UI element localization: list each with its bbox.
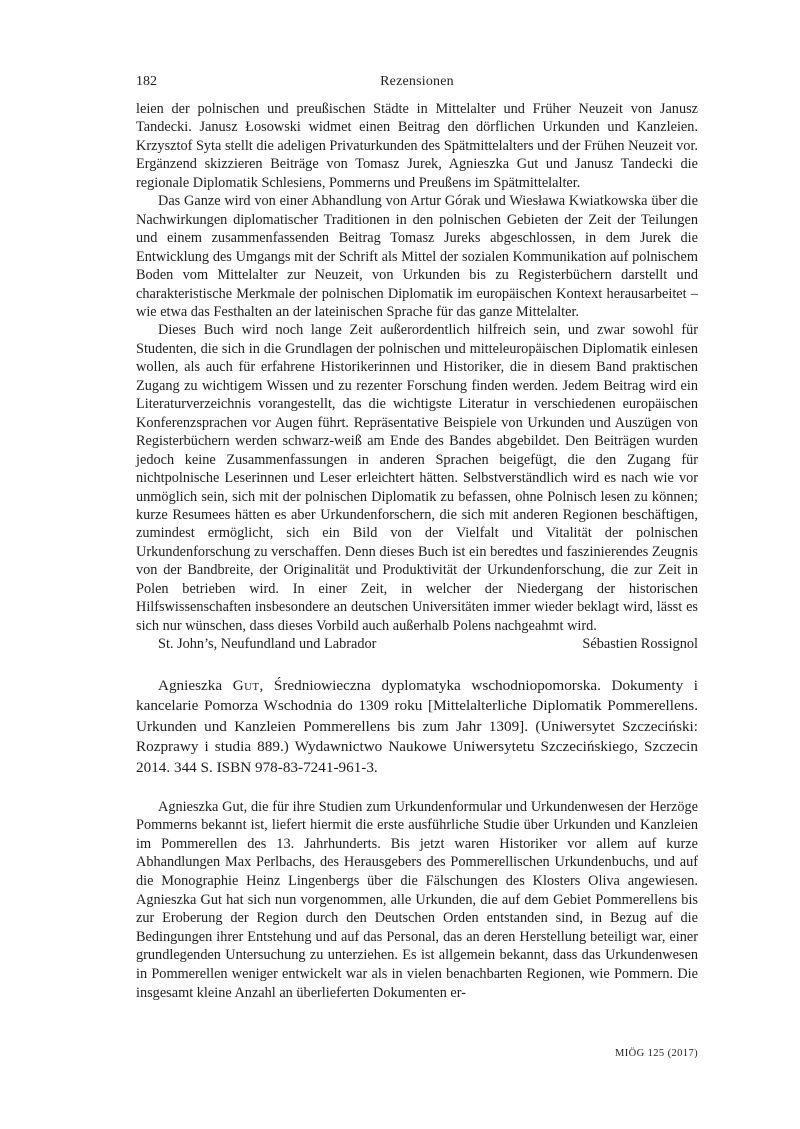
review-one-paragraph-2: Das Ganze wird von einer Abhandlung von Artur Górak und Wiesława Kwiatkowska über die Nachwirkungen diplomatischer Traditionen in den polnischen Gebieten der Zeit der Teilungen und einem zusammenfassenden Beitrag Tomasz Jureks abgeschlossen, in dem Jurek die Entwicklung des Umgangs mit der Schrift als Mittel der sozialen Kommunikation auf polnischem Boden vom Mittelalter zur Neuzeit, von Urkunden bis zu Registerbüchern darstellt und charakteristische Merkmale der polnischen Diplomatik im europäischen Kontext herausarbeitet – wie etwa das Festhalten an der lateinischen Sprache für das ganze Mittelalter. [136,193,698,320]
review-two-paragraph-1: Agnieszka Gut, die für ihre Studien zum Urkundenformular und Urkundenwesen der Herzöge Pommerns bekannt ist, liefert hiermit die erste ausführliche Studie über Urkunden und Kanzleien im Pommerellen des 13. Jahrhunderts. Bis jetzt waren Historiker vor allem auf kurze Abhandlungen Max Perlbachs, des Herausgebers des Pommerellischen Urkundenbuchs, und auf die Monographie Heinz Lingenbergs über die Fälschungen des Klosters Oliva angewiesen. Agnieszka Gut hat sich nun vorgenommen, alle Urkunden, die auf dem Gebiet Pommerellens bis zur Eroberung der Region durch den Deutschen Orden entstanden sind, in Bezug auf die Bedingungen ihrer Entstehung und auf das Personal, das an deren Herstellung beteiligt war, einer grundlegenden Untersuchung zu unterziehen. Es ist allgemein bekannt, dass das Urkundenwesen in Pommerellen weniger entwickelt war als in vielen benachbarten Regionen, wie Pommern. Die insgesamt kleine Anzahl an überlieferten Dokumenten er- [136,798,698,1001]
journal-footer: MIÖG 125 (2017) [615,1048,698,1059]
page-number: 182 [136,74,157,89]
bibliography-citation: , Średniowieczna dyplomatyka wschodniopomorska. Dokumenty i kancelarie Pomorza Wschodnia do 1309 roku [Mittelalterliche Diplomatik Pommerellens. Urkunden und Kanzleien Pommerellens bis zum Jahr 1309]. (Uniwersytet Szczeciński: Rozprawy i studia 889.) Wydawnictwo Naukowe Uniwersytetu Szczecińskiego, Szczecin 2014. 344 S. ISBN 978-83-7241-961-3. [136,676,698,777]
page [136,72,698,1072]
review-signature [136,635,698,654]
signature-place: St. John’s, Neufundland und Labrador [158,636,377,653]
bibliographic-entry [136,676,698,779]
signature-author: Sébastien Rossignol [582,636,698,653]
bibliography-author-given: Agnieszka [158,676,233,694]
running-head [136,72,698,92]
review-one [136,100,698,654]
running-title: Rezensionen [380,74,454,89]
review-two [136,798,698,1003]
review-one-paragraph-1: leien der polnischen und preußischen Städte in Mittelalter und Früher Neuzeit von Janusz Tandecki. Janusz Łosowski widmet einen Beitrag den dörflichen Urkunden und Kanzleien. Krzysztof Syta stellt die adeligen Privaturkunden des Spätmittelalters und der Frühen Neuzeit vor. Ergänzend skizzieren Beiträge von Tomasz Jurek, Agnieszka Gut und Janusz Tandecki die regionale Diplomatik Schlesiens, Pommerns und Preußens im Spätmittelalter. [136,101,698,191]
bibliography-author-surname: Gut [232,676,260,694]
review-one-paragraph-3: Dieses Buch wird noch lange Zeit außerordentlich hilfreich sein, und zwar sowohl für Studenten, die sich in die Grundlagen der polnischen und mitteleuropäischen Diplomatik einlesen wollen, als auch für erfahrene Historikerinnen und Historiker, die in diesem Band praktischen Zugang zu wichtigem Wissen und zu rezenter Forschung finden werden. Jedem Beitrag wird ein Literaturverzeichnis vorangestellt, das die wichtigste Literatur in verschiedenen europäischen Konferenzsprachen vor Augen führt. Repräsentative Beispiele von Urkunden und Auszügen von Registerbüchern werden schwarz-weiß am Ende des Bandes abgebildet. Den Beiträgen wurden jedoch keine Zusammenfassungen in anderen Sprachen beigefügt, die den Zugang für nichtpolnische Leserinnen und Leser erleichtert hätten. Selbstverständlich wird es nach wie vor unmöglich sein, sich mit der polnischen Diplomatik zu befassen, ohne Polnisch lesen zu können; kurze Resumees hätten es aber Urkundenforschern, die sich mit anderen Regionen beschäftigen, zumindest ermöglicht, sich ein Bild von der Vielfalt und Vitalität der polnischen Urkundenforschung zu verschaffen. Denn dieses Buch ist ein beredtes und faszinierendes Zeugnis von der Bandbreite, der Originalität und Produktivität der Urkundenforschung, die zur Zeit in Polen betrieben wird. In einer Zeit, in welcher der Niedergang der historischen Hilfswissenschaften insbesondere an deutschen Universitäten immer wieder beklagt wird, lässt es sich nur wünschen, dass dieses Vorbild auch außerhalb Polens nachgeahmt wird. [136,322,698,634]
